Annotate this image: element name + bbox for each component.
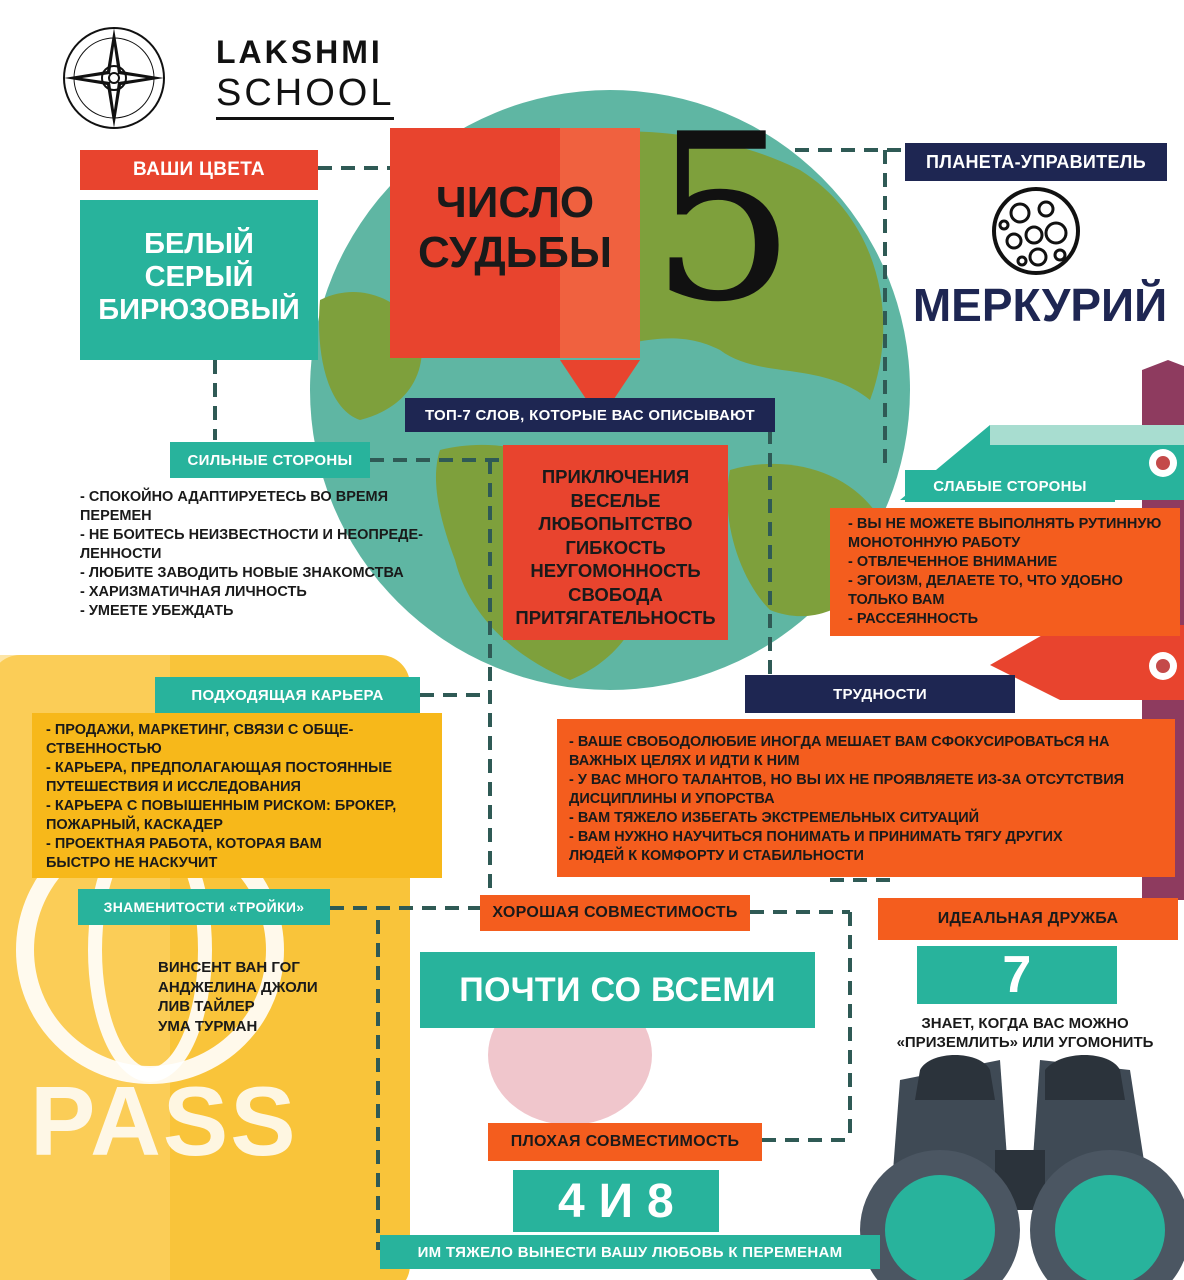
weakness-line: - ВЫ НЕ МОЖЕТЕ ВЫПОЛНЯТЬ РУТИННУЮ bbox=[848, 516, 1162, 532]
weakness-line: МОНОТОННУЮ РАБОТУ bbox=[848, 535, 1021, 551]
friendship-header: ИДЕАЛЬНАЯ ДРУЖБА bbox=[878, 898, 1178, 940]
difficulty-line: - ВАМ НУЖНО НАУЧИТЬСЯ ПОНИМАТЬ И ПРИНИМАТЬ ТЯГУ ДРУГИХ bbox=[569, 829, 1063, 845]
friendship-value: 7 bbox=[917, 946, 1117, 1004]
word-item: ЛЮБОПЫТСТВО bbox=[538, 513, 693, 534]
strength-line: ПЕРЕМЕН bbox=[80, 508, 152, 524]
career-line: - ПРОЕКТНАЯ РАБОТА, КОТОРАЯ ВАМ bbox=[46, 836, 322, 852]
career-line: ПОЖАРНЫЙ, КАСКАДЕР bbox=[46, 817, 223, 833]
destiny-title-line1: ЧИСЛО bbox=[435, 178, 595, 227]
color-item: СЕРЫЙ bbox=[144, 261, 254, 293]
word-item: ПРИКЛЮЧЕНИЯ bbox=[541, 466, 690, 487]
colors-box bbox=[80, 200, 318, 360]
weaknesses-box bbox=[830, 508, 1180, 636]
difficulty-line: - ВАШЕ СВОБОДОЛЮБИЕ ИНОГДА МЕШАЕТ ВАМ СФОКУСИРОВАТЬСЯ НА bbox=[569, 734, 1110, 750]
word-item: ПРИТЯГАТЕЛЬНОСТЬ bbox=[515, 607, 716, 628]
color-item: БИРЮЗОВЫЙ bbox=[98, 294, 300, 326]
difficulty-line: ДИСЦИПЛИНЫ И УПОРСТВА bbox=[569, 791, 775, 807]
planet-name: МЕРКУРИЙ bbox=[912, 279, 1168, 331]
bad-compat-header: ПЛОХАЯ СОВМЕСТИМОСТЬ bbox=[488, 1123, 762, 1161]
difficulties-box bbox=[557, 719, 1175, 877]
strength-line: - ЛЮБИТЕ ЗАВОДИТЬ НОВЫЕ ЗНАКОМСТВА bbox=[80, 565, 404, 581]
weakness-line: ТОЛЬКО ВАМ bbox=[848, 592, 945, 608]
destiny-number: 5 bbox=[650, 86, 797, 353]
celebrity-name: АНДЖЕЛИНА ДЖОЛИ bbox=[158, 978, 318, 996]
top-words-box bbox=[503, 445, 728, 640]
celebrity-name: ВИНСЕНТ ВАН ГОГ bbox=[158, 959, 300, 976]
friendship-note-line2: «ПРИЗЕМЛИТЬ» ИЛИ УГОМОНИТЬ bbox=[896, 1034, 1154, 1051]
weakness-line: - РАССЕЯННОСТЬ bbox=[848, 611, 979, 627]
bad-compat-value: 4 И 8 bbox=[513, 1170, 719, 1232]
passport-text: PASS bbox=[30, 1066, 298, 1176]
career-line: - КАРЬЕРА, ПРЕДПОЛАГАЮЩАЯ ПОСТОЯННЫЕ bbox=[46, 760, 393, 776]
colors-header: ВАШИ ЦВЕТА bbox=[80, 150, 318, 190]
celebrity-name: ЛИВ ТАЙЛЕР bbox=[158, 998, 255, 1015]
friendship-note-line1: ЗНАЕТ, КОГДА ВАС МОЖНО bbox=[921, 1015, 1129, 1032]
friendship-note bbox=[870, 1014, 1180, 1052]
logo-line2: SCHOOL bbox=[216, 72, 394, 120]
difficulties-header: ТРУДНОСТИ bbox=[745, 675, 1015, 713]
celebrities-header: ЗНАМЕНИТОСТИ «ТРОЙКИ» bbox=[78, 889, 330, 925]
difficulty-line: ВАЖНЫХ ЦЕЛЯХ И ИДТИ К НИМ bbox=[569, 753, 800, 769]
celebrities-list bbox=[158, 958, 368, 1036]
strengths-list bbox=[80, 488, 440, 621]
good-compat-header: ХОРОШАЯ СОВМЕСТИМОСТЬ bbox=[480, 895, 750, 931]
difficulty-line: ЛЮДЕЙ К КОМФОРТУ И СТАБИЛЬНОСТИ bbox=[569, 848, 864, 864]
strength-line: - УМЕЕТЕ УБЕЖДАТЬ bbox=[80, 603, 234, 619]
career-header: ПОДХОДЯЩАЯ КАРЬЕРА bbox=[155, 677, 420, 713]
weakness-line: - ОТВЛЕЧЕННОЕ ВНИМАНИЕ bbox=[848, 554, 1058, 570]
binoculars-illustration bbox=[860, 1055, 1184, 1280]
weaknesses-header: СЛАБЫЕ СТОРОНЫ bbox=[905, 470, 1115, 502]
celebrity-name: УМА ТУРМАН bbox=[158, 1017, 258, 1035]
career-box bbox=[32, 713, 442, 878]
difficulty-line: - У ВАС МНОГО ТАЛАНТОВ, НО ВЫ ИХ НЕ ПРОЯВЛЯЕТЕ ИЗ-ЗА ОТСУТСТВИЯ bbox=[569, 772, 1125, 788]
logo-line1: LAKSHMI bbox=[216, 34, 383, 70]
destiny-title bbox=[390, 178, 640, 278]
word-item: ГИБКОСТЬ bbox=[565, 536, 666, 558]
strengths-header: СИЛЬНЫЕ СТОРОНЫ bbox=[170, 442, 370, 478]
career-line: ПУТЕШЕСТВИЯ И ИССЛЕДОВАНИЯ bbox=[46, 779, 301, 795]
bad-compat-note: ИМ ТЯЖЕЛО ВЫНЕСТИ ВАШУ ЛЮБОВЬ К ПЕРЕМЕНАМ bbox=[380, 1235, 880, 1269]
career-line: БЫСТРО НЕ НАСКУЧИТ bbox=[46, 855, 218, 871]
word-item: СВОБОДА bbox=[568, 583, 663, 605]
good-compat-value: ПОЧТИ СО ВСЕМИ bbox=[420, 952, 815, 1028]
word-item: НЕУГОМОННОСТЬ bbox=[530, 560, 701, 581]
strength-line: - ХАРИЗМАТИЧНАЯ ЛИЧНОСТЬ bbox=[80, 584, 307, 600]
strength-line: - НЕ БОИТЕСЬ НЕИЗВЕСТНОСТИ И НЕОПРЕДЕ- bbox=[80, 527, 423, 543]
difficulty-line: - ВАМ ТЯЖЕЛО ИЗБЕГАТЬ ЭКСТРЕМЕЛЬНЫХ СИТУАЦИЙ bbox=[569, 810, 980, 826]
word-item: ВЕСЕЛЬЕ bbox=[570, 489, 661, 511]
logo bbox=[58, 22, 395, 134]
career-line: СТВЕННОСТЬЮ bbox=[46, 741, 162, 757]
compass-logo-icon bbox=[58, 22, 170, 134]
strength-line: ЛЕННОСТИ bbox=[80, 546, 162, 562]
career-line: - ПРОДАЖИ, МАРКЕТИНГ, СВЯЗИ С ОБЩЕ- bbox=[46, 722, 354, 738]
strength-line: - СПОКОЙНО АДАПТИРУЕТЕСЬ ВО ВРЕМЯ bbox=[80, 489, 389, 505]
color-item: БЕЛЫЙ bbox=[144, 228, 254, 260]
mercury-planet-icon bbox=[990, 185, 1082, 277]
planet-header: ПЛАНЕТА-УПРАВИТЕЛЬ bbox=[905, 143, 1167, 181]
destiny-title-line2: СУДЬБЫ bbox=[417, 228, 612, 277]
weakness-line: - ЭГОИЗМ, ДЕЛАЕТЕ ТО, ЧТО УДОБНО bbox=[848, 573, 1123, 589]
top-words-header: ТОП-7 СЛОВ, КОТОРЫЕ ВАС ОПИСЫВАЮТ bbox=[405, 398, 775, 432]
career-line: - КАРЬЕРА С ПОВЫШЕННЫМ РИСКОМ: БРОКЕР, bbox=[46, 798, 397, 814]
